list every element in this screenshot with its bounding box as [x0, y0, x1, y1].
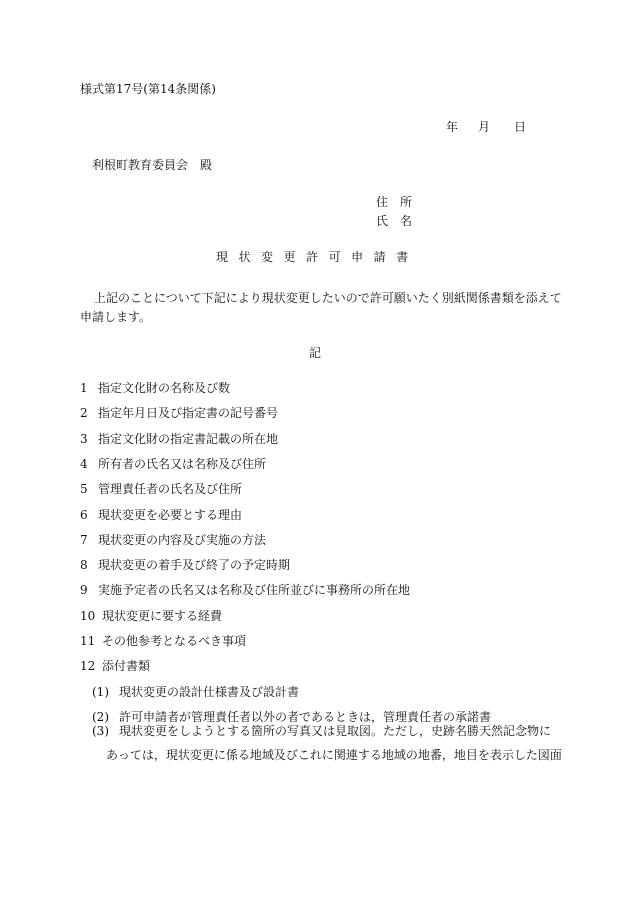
body-text-line-2: 申請します。 — [80, 310, 152, 324]
item-text: 現状変更に要する経費 — [102, 609, 223, 623]
item-text: 指定年月日及び指定書の記号番号 — [98, 406, 279, 420]
title-char: 書 — [396, 250, 409, 264]
item-number: 1 — [80, 381, 88, 395]
list-item — [80, 430, 278, 447]
list-item — [80, 379, 230, 396]
item-text: 現状変更を必要とする理由 — [98, 508, 243, 522]
list-item — [80, 581, 410, 598]
item-number: 4 — [80, 457, 88, 471]
item-number: 9 — [80, 583, 88, 597]
sub-item-text: 許可申請者が管理責任者以外の者であるときは，管理責任者の承諾書 — [119, 710, 492, 724]
list-item — [80, 404, 278, 421]
list-item — [80, 556, 290, 573]
sub-item-number: (1) — [92, 685, 109, 699]
item-text: 指定文化財の名称及び数 — [98, 381, 231, 395]
list-item — [80, 480, 242, 497]
list-item — [80, 632, 246, 649]
item-text: 所有者の氏名又は名称及び住所 — [98, 457, 267, 471]
list-item — [80, 607, 222, 624]
title-char: 請 — [373, 250, 386, 264]
item-text: 実施予定者の氏名又は名称及び住所並びに事務所の所在地 — [98, 583, 411, 597]
title-char: 許 — [306, 250, 319, 264]
list-item — [80, 531, 266, 548]
item-number: 10 — [80, 609, 96, 623]
date-month-label: 月 — [478, 120, 491, 134]
list-item — [80, 455, 266, 472]
item-text: 指定文化財の指定書記載の所在地 — [98, 432, 279, 446]
list-item — [80, 657, 150, 674]
sub-item-number: (3) — [92, 724, 109, 738]
title-char: 現 — [216, 250, 229, 264]
sub-item-number: (2) — [92, 710, 109, 724]
name-label: 氏 名 — [376, 214, 413, 228]
title-char: 申 — [351, 250, 364, 264]
date-year-label: 年 — [446, 120, 459, 134]
item-number: 7 — [80, 533, 88, 547]
list-item — [80, 506, 242, 523]
item-number: 5 — [80, 482, 88, 496]
item-text: 現状変更の着手及び終了の予定時期 — [98, 558, 291, 572]
body-text-line-1: 上記のことについて下記により現状変更したいので許可願いたく別紙関係書類を添えて — [94, 291, 562, 305]
address-label: 住 所 — [376, 195, 413, 209]
item-text: 管理責任者の氏名及び住所 — [98, 482, 243, 496]
title-char: 更 — [283, 250, 296, 264]
sub-item-continuation: あっては，現状変更に係る地域及びこれに関連する地域の地番，地目を表示した図面 — [106, 748, 562, 762]
title-char: 状 — [238, 250, 251, 264]
item-number: 3 — [80, 432, 88, 446]
item-number: 11 — [80, 634, 96, 648]
form-number: 様式第17号(第14条関係) — [80, 82, 216, 96]
date-day-label: 日 — [514, 120, 527, 134]
title-char: 可 — [328, 250, 341, 264]
sub-item-text: 現状変更をしようとする箇所の写真又は見取図。ただし，史跡名勝天然記念物に — [119, 724, 552, 738]
item-number: 8 — [80, 558, 88, 572]
document-title — [216, 248, 419, 265]
sub-list-item — [92, 683, 299, 700]
recipient: 利根町教育委員会 殿 — [92, 158, 213, 172]
sub-item-text: 現状変更の設計仕様書及び設計書 — [119, 685, 300, 699]
item-text: その他参考となるべき事項 — [102, 634, 247, 648]
date-line — [446, 118, 526, 135]
ki-heading: 記 — [309, 346, 322, 360]
item-text: 現状変更の内容及び実施の方法 — [98, 533, 267, 547]
title-char: 変 — [261, 250, 274, 264]
item-number: 6 — [80, 508, 88, 522]
item-text: 添付書類 — [102, 659, 151, 673]
item-number: 12 — [80, 659, 96, 673]
sub-list-item — [92, 722, 551, 739]
item-number: 2 — [80, 406, 88, 420]
